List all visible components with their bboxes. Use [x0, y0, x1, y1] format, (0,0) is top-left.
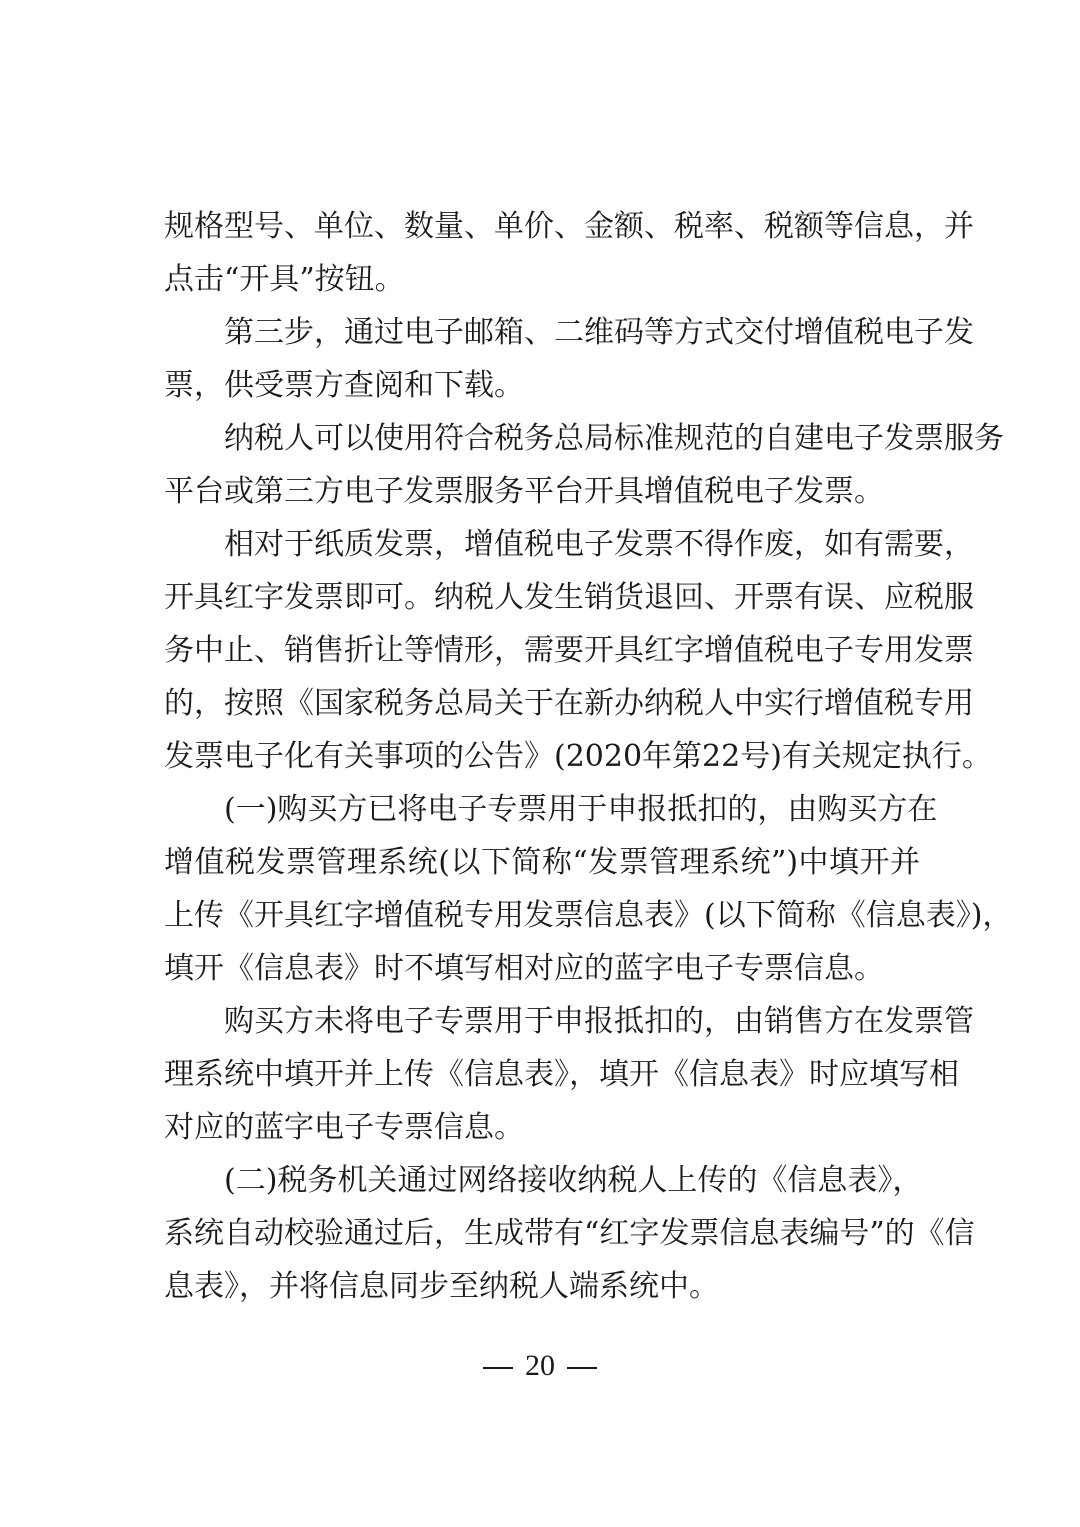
right-dash: [567, 1367, 597, 1369]
text-line-3: 第三步，通过电子邮箱、二维码等方式交付增值税电子发: [224, 315, 974, 350]
text-line-8: 开具红字发票即可。纳税人发生销货退回、开票有误、应税服: [164, 580, 974, 615]
text-line-14: 上传《开具红字增值税专用发票信息表》(以下简称《信息表》)，: [164, 898, 1013, 933]
text-line-17: 理系统中填开并上传《信息表》，填开《信息表》时应填写相: [164, 1057, 959, 1092]
text-line-6: 平台或第三方电子发票服务平台开具增值税电子发票。: [164, 474, 884, 509]
text-line-21: 息表》，并将信息同步至纳税人端系统中。: [164, 1269, 719, 1304]
text-line-10: 的，按照《国家税务总局关于在新办纳税人中实行增值税专用: [164, 686, 974, 721]
text-line-15: 填开《信息表》时不填写相对应的蓝字电子专票信息。: [164, 951, 884, 986]
text-line-18: 对应的蓝字电子专票信息。: [164, 1110, 524, 1145]
text-line-2: 点击“开具”按钮。: [164, 262, 405, 297]
left-dash: [483, 1367, 513, 1369]
page-footer: [0, 1346, 1080, 1386]
text-line-5: 纳税人可以使用符合税务总局标准规范的自建电子发票服务: [224, 421, 1004, 456]
text-line-19: (二)税务机关通过网络接收纳税人上传的《信息表》，: [224, 1163, 923, 1198]
text-line-4: 票，供受票方查阅和下载。: [164, 368, 524, 403]
text-line-9: 务中止、销售折让等情形，需要开具红字增值税电子专用发票: [164, 633, 974, 668]
text-line-20: 系统自动校验通过后，生成带有“红字发票信息表编号”的《信: [164, 1216, 975, 1251]
text-line-13: 增值税发票管理系统(以下简称“发票管理系统”)中填开并: [164, 845, 920, 880]
text-line-11: 发票电子化有关事项的公告》(2020年第22号)有关规定执行。: [164, 739, 992, 774]
text-line-7: 相对于纸质发票，增值税电子发票不得作废，如有需要，: [224, 527, 974, 562]
text-line-1: 规格型号、单位、数量、单价、金额、税率、税额等信息，并: [164, 209, 974, 244]
text-line-16: 购买方未将电子专票用于申报抵扣的，由销售方在发票管: [224, 1004, 974, 1039]
page-number: 20: [525, 1349, 555, 1382]
text-line-12: (一)购买方已将电子专票用于申报抵扣的，由购买方在: [224, 792, 938, 827]
